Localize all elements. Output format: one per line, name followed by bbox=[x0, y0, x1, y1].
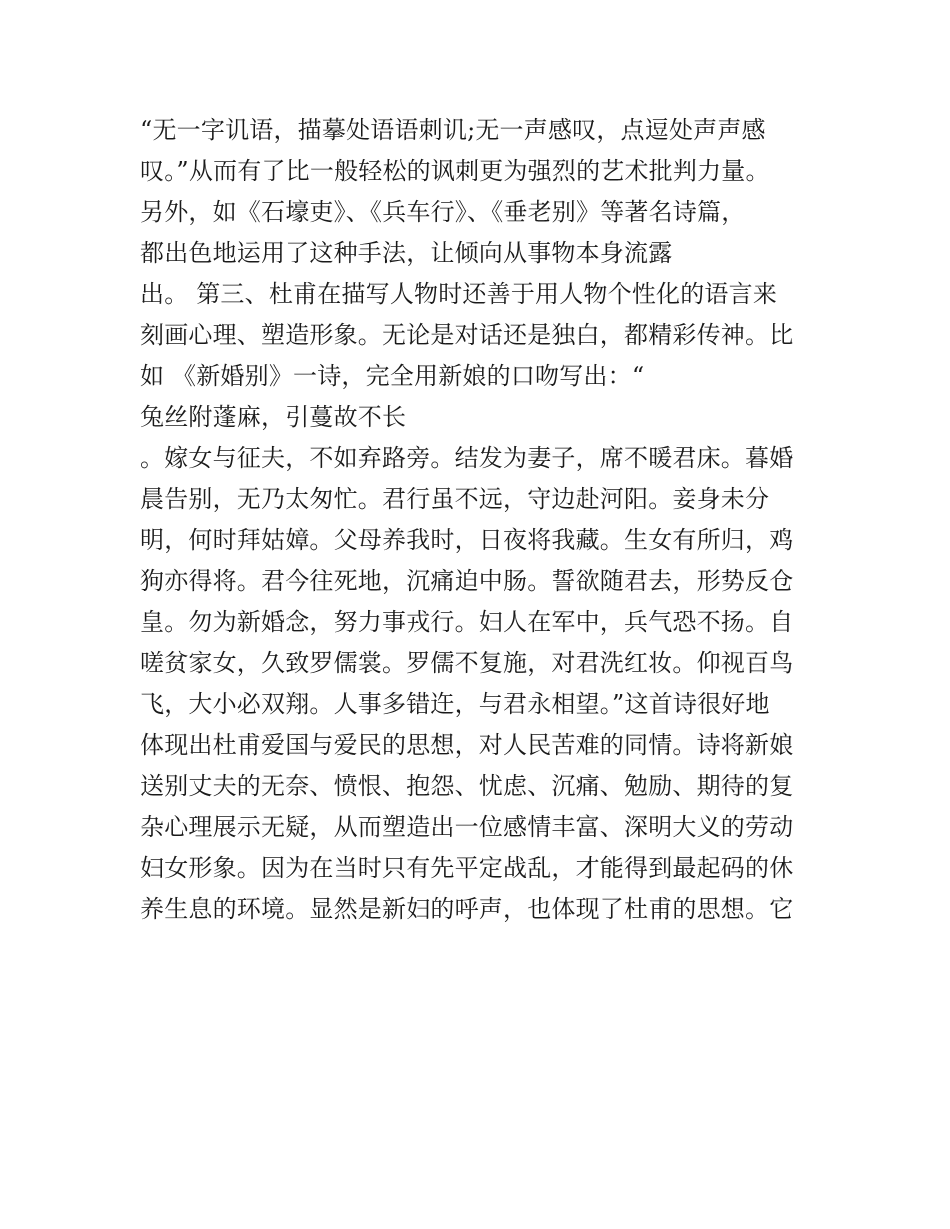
text-line: 狗亦得将。君今往死地，沉痛迫中肠。誓欲随君去，形势反仓 bbox=[140, 567, 794, 595]
text-line: 都出色地运用了这种手法，让倾向从事物本身流露 bbox=[140, 239, 673, 267]
text-line: 体现出杜甫爱国与爱民的思想，对人民苦难的同情。诗将新娘 bbox=[140, 731, 794, 759]
text-line: 妇女形象。因为在当时只有先平定战乱，才能得到最起码的休 bbox=[140, 854, 794, 882]
text-line: 兔丝附蓬麻，引蔓故不长 bbox=[140, 403, 407, 431]
text-line: 杂心理展示无疑，从而塑造出一位感情丰富、深明大义的劳动 bbox=[140, 813, 794, 841]
text-line: 晨告别，无乃太匆忙。君行虽不远，守边赴河阳。妾身未分 bbox=[140, 485, 770, 513]
text-line: 飞，大小必双翔。人事多错迕，与君永相望。”这首诗很好地 bbox=[140, 690, 770, 718]
text-line: 明，何时拜姑嫜。父母养我时，日夜将我藏。生女有所归，鸡 bbox=[140, 526, 794, 554]
text-line: 刻画心理、塑造形象。无论是对话还是独白，都精彩传神。比 bbox=[140, 321, 794, 349]
text-line: “无一字讥语，描摹处语语刺讥;无一声感叹，点逗处声声感 bbox=[140, 116, 766, 144]
text-line: 送别丈夫的无奈、愤恨、抱怨、忧虑、沉痛、勉励、期待的复 bbox=[140, 772, 794, 800]
text-line: 养生息的环境。显然是新妇的呼声，也体现了杜甫的思想。它 bbox=[140, 895, 794, 923]
text-line: 。嫁女与征夫，不如弃路旁。结发为妻子，席不暖君床。暮婚 bbox=[140, 444, 794, 472]
text-line: 出。 第三、杜甫在描写人物时还善于用人物个性化的语言来 bbox=[140, 280, 778, 308]
text-line: 叹。”从而有了比一般轻松的讽刺更为强烈的艺术批判力量。 bbox=[140, 157, 770, 185]
body-text bbox=[140, 110, 820, 930]
text-line: 另外，如《石壕吏》、《兵车行》、《垂老别》等著名诗篇， bbox=[140, 198, 746, 226]
text-line: 如 《新婚别》一诗，完全用新娘的口吻写出：“ bbox=[140, 362, 645, 390]
text-line: 嗟贫家女，久致罗儒裳。罗儒不复施，对君洗红妆。仰视百鸟 bbox=[140, 649, 794, 677]
text-line: 皇。勿为新婚念，努力事戎行。妇人在军中，兵气恐不扬。自 bbox=[140, 608, 794, 636]
